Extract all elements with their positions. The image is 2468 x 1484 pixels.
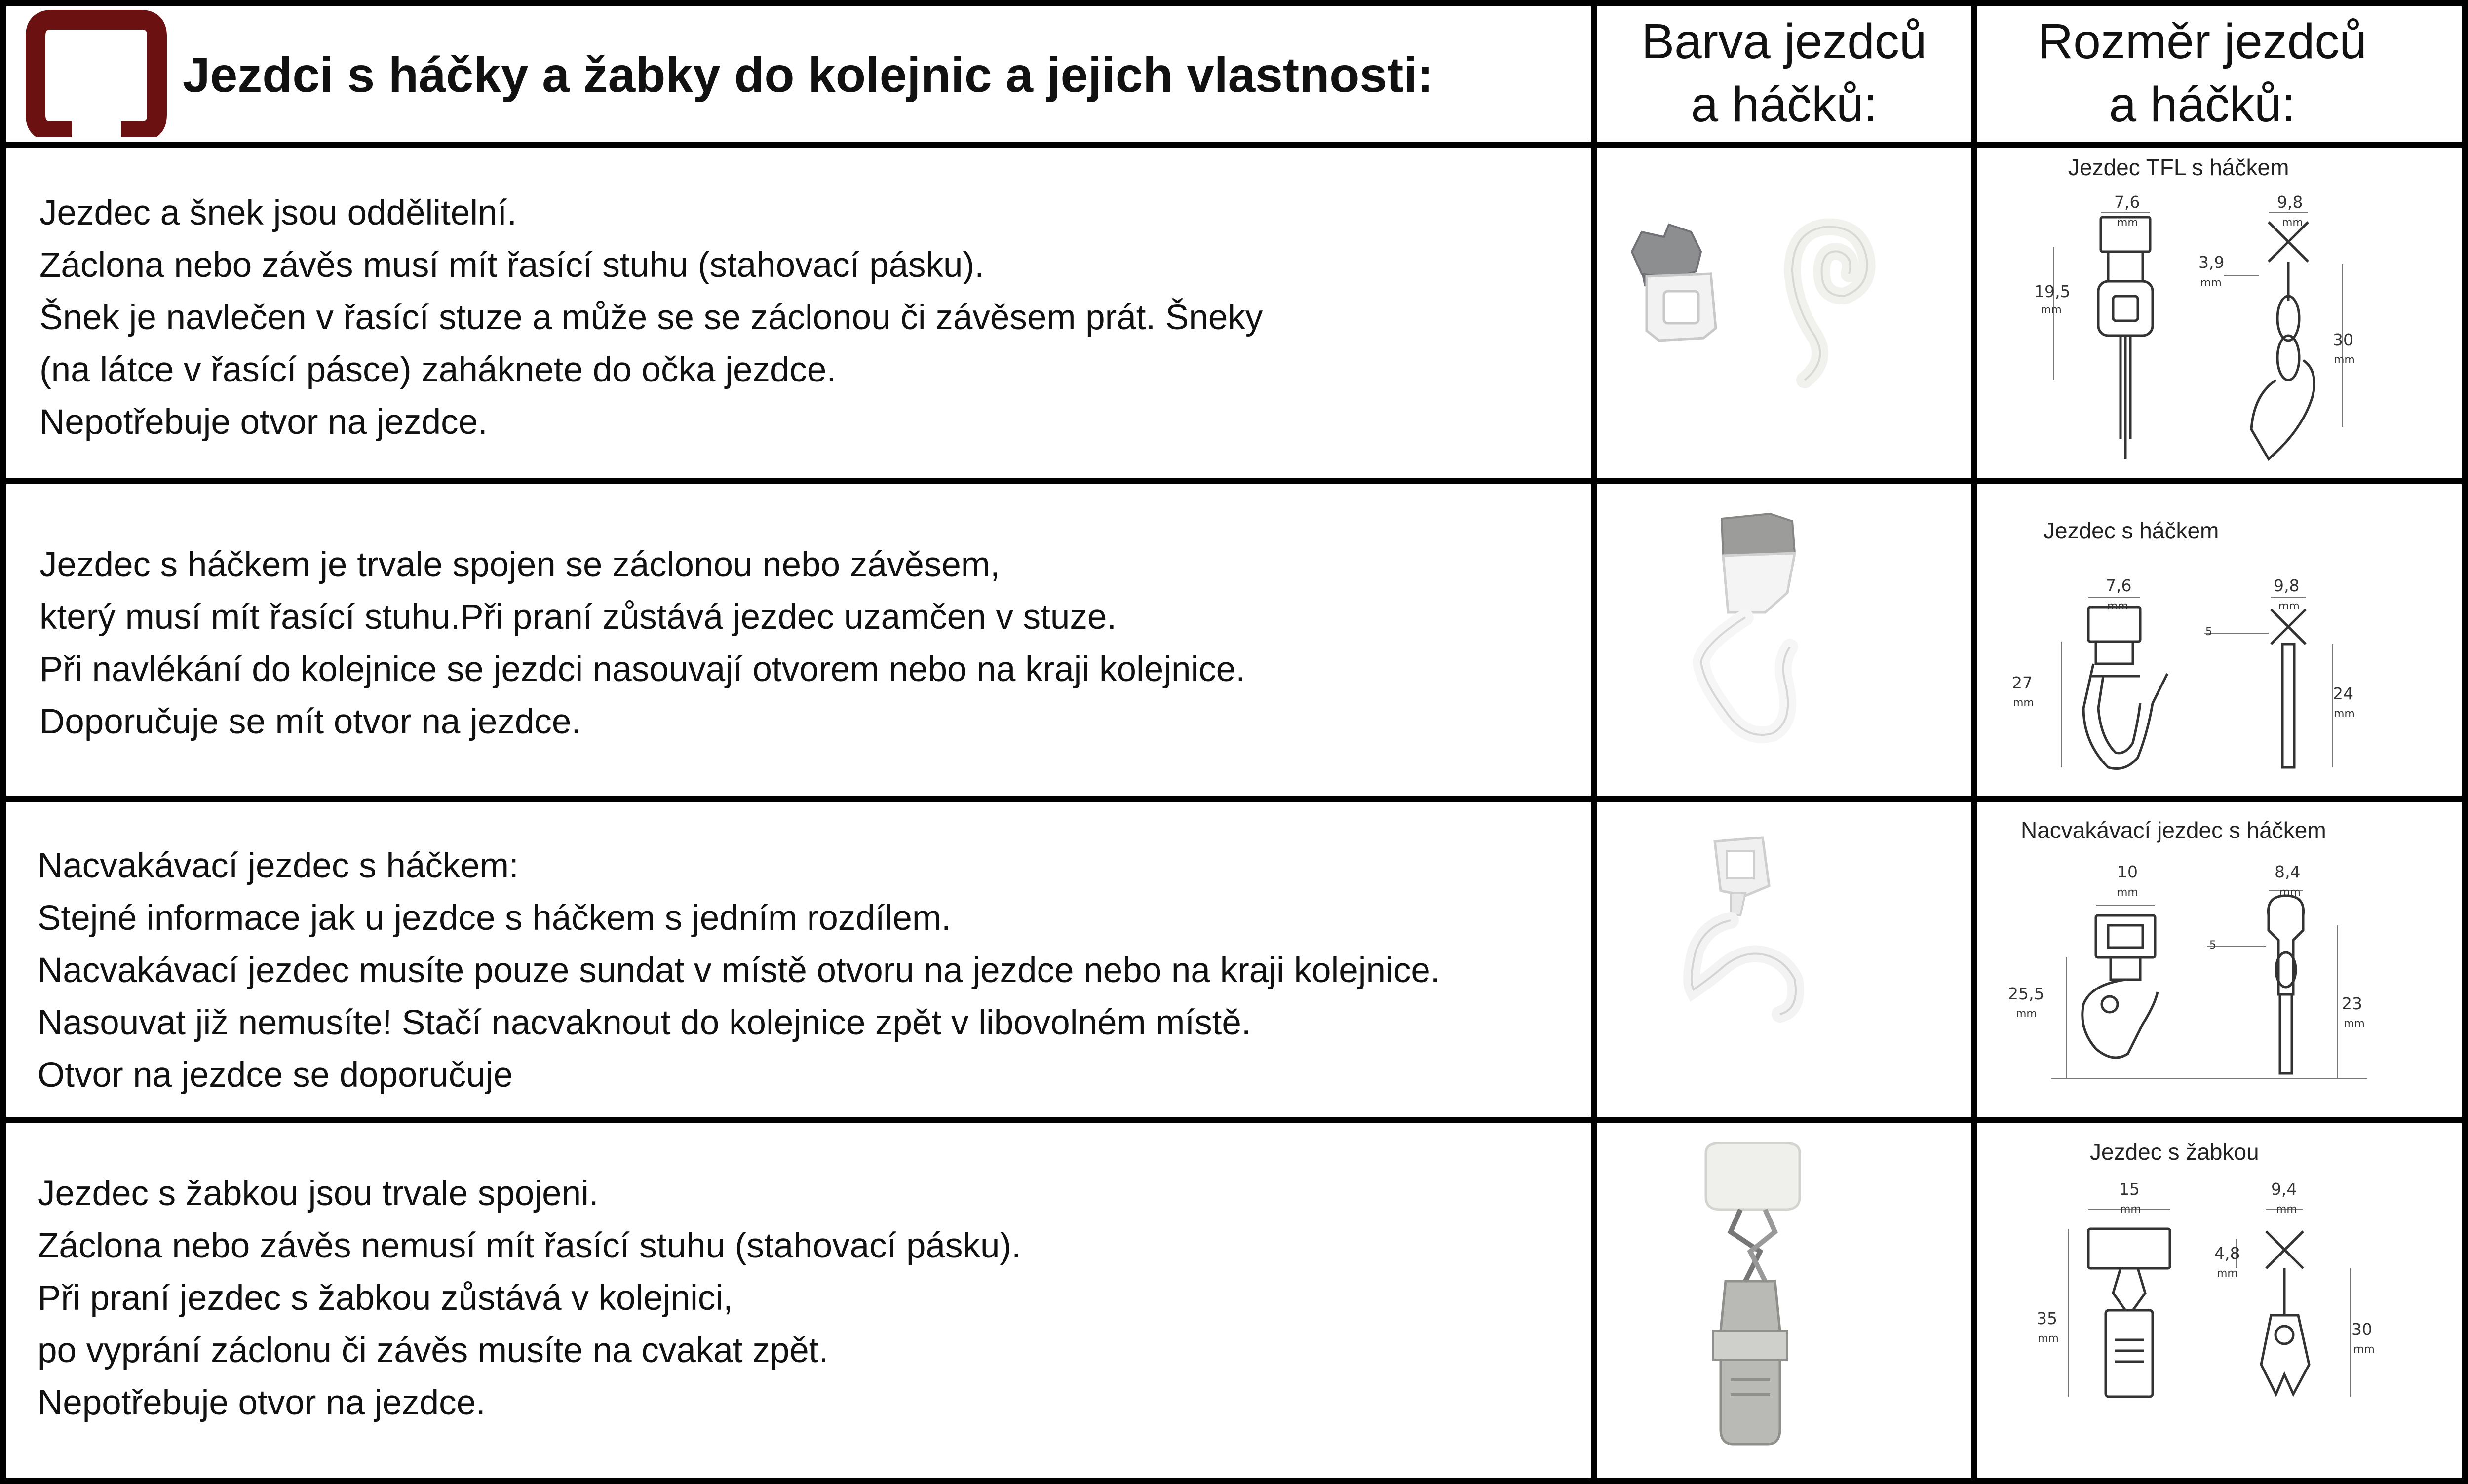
text-line: Jezdec s háčkem je trvale spojen se záclonou nebo závěsem, <box>39 545 1000 584</box>
brand-logo <box>25 9 168 137</box>
row-2-diagram-title: Jezdec s háčkem <box>2044 518 2219 543</box>
row-4-diagram-title: Jezdec s žabkou <box>2090 1139 2259 1165</box>
dimension-label: mm <box>2117 886 2138 899</box>
dimension-label: 15 <box>2119 1180 2140 1199</box>
row-4-dimension-diagram <box>1977 1167 2462 1473</box>
dimension-label: 30 <box>2352 1320 2372 1339</box>
dimension-label: mm <box>2217 1267 2238 1280</box>
dimension-label: 19,5 <box>2034 282 2071 301</box>
table-border-bottom <box>0 1478 2468 1484</box>
dimension-label: mm <box>2334 354 2355 366</box>
row-4-product-photo <box>1597 1123 1971 1478</box>
dimension-label: mm <box>2334 708 2355 720</box>
dimension-label: 23 <box>2342 994 2362 1013</box>
size-column-heading <box>1977 10 2462 136</box>
text-line: a háčků: <box>2109 77 2296 132</box>
dimension-label: 7,6 <box>2114 192 2140 212</box>
page-title: Jezdci s háčky a žabky do kolejnic a jejich vlastnosti: <box>183 47 1434 103</box>
dimension-label: 30 <box>2333 330 2353 349</box>
dimension-label: 7,6 <box>2106 576 2132 595</box>
text-line: a háčků: <box>1691 77 1878 132</box>
row-3-product-photo <box>1597 802 1971 1117</box>
dimension-label: 9,8 <box>2274 576 2300 595</box>
dimension-label: 9,4 <box>2271 1180 2297 1199</box>
dimension-label: 3,9 <box>2198 253 2225 272</box>
text-line: Nepotřebuje otvor na jezdce. <box>39 403 488 442</box>
dimension-label: mm <box>2344 1018 2365 1030</box>
row-1-description <box>39 187 1263 449</box>
text-line: Nasouvat již nemusíte! Stačí nacvaknout do kolejnice zpět v libovolném místě. <box>38 1003 1251 1042</box>
dimension-label: 24 <box>2333 684 2353 703</box>
dimension-label: 35 <box>2037 1309 2057 1328</box>
text-line: Otvor na jezdce se doporučuje <box>38 1056 513 1095</box>
row-1-diagram-title: Jezdec TFL s háčkem <box>2068 154 2289 180</box>
color-column-heading <box>1597 10 1971 136</box>
row-2-product-photo <box>1597 484 1971 796</box>
column-divider <box>1971 0 1977 1484</box>
dimension-label: mm <box>2279 886 2301 899</box>
dimension-label: 10 <box>2117 862 2138 881</box>
dimension-label: mm <box>2200 277 2222 289</box>
dimension-label: mm <box>2353 1343 2375 1356</box>
dimension-label: 9,8 <box>2277 192 2303 212</box>
text-line: Při praní jezdec s žabkou zůstává v kolejnici, <box>38 1279 733 1318</box>
dimension-label: mm <box>2107 600 2128 612</box>
table-border-top <box>0 0 2468 6</box>
row-1-product-photo <box>1597 148 1971 478</box>
row-divider <box>0 796 2468 802</box>
dimension-label: 4,8 <box>2214 1244 2240 1263</box>
text-line: Doporučuje se mít otvor na jezdce. <box>39 702 581 741</box>
dimension-label: mm <box>2013 697 2034 709</box>
dimension-label: mm <box>2120 1203 2141 1216</box>
row-divider <box>0 142 2468 148</box>
row-3-dimension-diagram <box>1977 856 2462 1113</box>
row-2-description <box>39 539 1245 748</box>
row-3-diagram-title: Nacvakávací jezdec s háčkem <box>2021 817 2326 843</box>
dimension-label: mm <box>2276 1203 2297 1216</box>
text-line: Nacvakávací jezdec musíte pouze sundat v místě otvoru na jezdce nebo na kraji kolejnice. <box>38 951 1440 990</box>
text-line: Jezdec a šnek jsou oddělitelní. <box>39 193 517 232</box>
text-line: (na látce v řasící pásce) zaháknete do očka jezdce. <box>39 350 837 389</box>
row-1-dimension-diagram <box>1977 183 2462 479</box>
text-line: Nepotřebuje otvor na jezdce. <box>38 1383 486 1422</box>
dimension-label: mm <box>2117 217 2138 229</box>
text-line: Při navlékání do kolejnice se jezdci nasouvají otvorem nebo na kraji kolejnice. <box>39 650 1245 689</box>
text-line: Nacvakávací jezdec s háčkem: <box>38 846 519 885</box>
dimension-label: mm <box>2016 1008 2037 1020</box>
dimension-label: 27 <box>2012 673 2033 692</box>
table-border-right <box>2462 0 2468 1484</box>
text-line: Jezdec s žabkou jsou trvale spojeni. <box>38 1174 599 1213</box>
dimension-label: mm <box>2278 600 2300 612</box>
dimension-label: 5 <box>2205 626 2212 638</box>
text-line: Šnek je navlečen v řasící stuze a může se se záclonou či závěsem prát. Šneky <box>39 298 1263 337</box>
row-3-description <box>38 840 1440 1102</box>
text-line: Barva jezdců <box>1641 14 1927 69</box>
text-line: Stejné informace jak u jezdce s háčkem s jedním rozdílem. <box>38 899 951 938</box>
column-divider <box>1591 0 1597 1484</box>
dimension-label: mm <box>2041 304 2062 316</box>
dimension-label: mm <box>2282 217 2303 229</box>
text-line: Záclona nebo závěs musí mít řasící stuhu (stahovací pásku). <box>39 246 984 285</box>
text-line: po vyprání záclonu či závěs musíte na cvakat zpět. <box>38 1331 829 1370</box>
dimension-label: 25,5 <box>2008 984 2044 1003</box>
text-line: Rozměr jezdců <box>2038 14 2367 69</box>
text-line: který musí mít řasící stuhu.Při praní zůstává jezdec uzamčen v stuze. <box>39 598 1117 637</box>
row-4-description <box>38 1168 1021 1429</box>
table-border-left <box>0 0 6 1484</box>
text-line: Záclona nebo závěs nemusí mít řasící stuhu (stahovací pásku). <box>38 1226 1021 1265</box>
row-2-dimension-diagram <box>1977 545 2462 792</box>
row-divider <box>0 1117 2468 1123</box>
dimension-label: mm <box>2038 1332 2059 1345</box>
dimension-label: 5 <box>2209 939 2216 951</box>
dimension-label: 8,4 <box>2275 862 2301 881</box>
